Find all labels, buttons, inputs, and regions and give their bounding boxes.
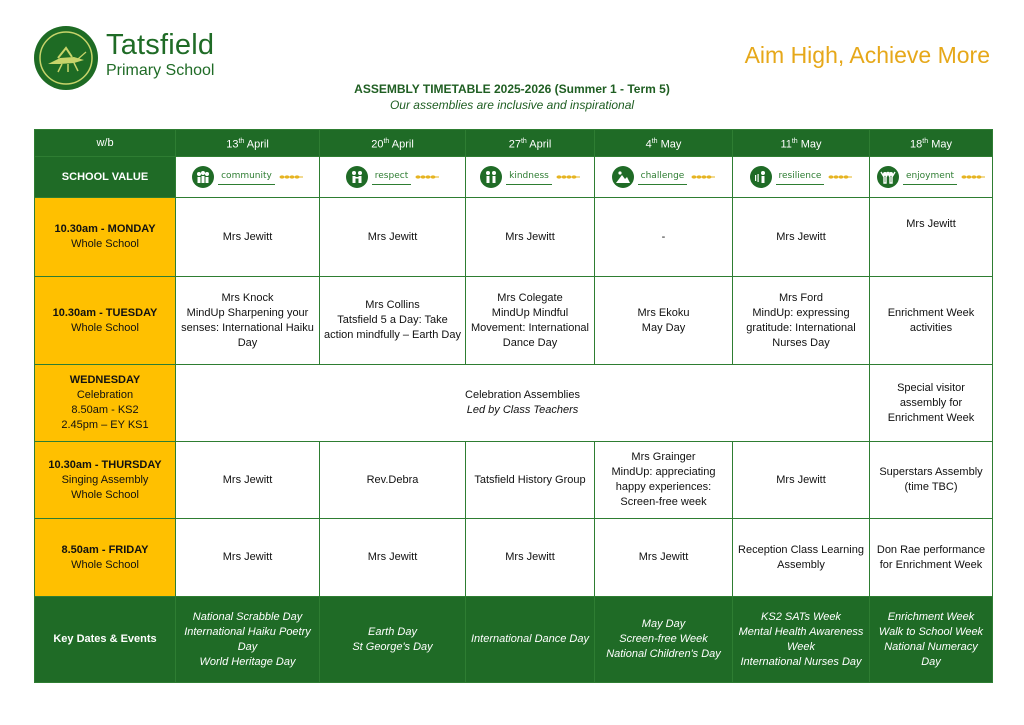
wheat-icon: [279, 174, 303, 180]
timetable-cell: Mrs Jewitt: [176, 198, 320, 277]
school-value-label: SCHOOL VALUE: [35, 157, 176, 198]
respect-icon: [346, 166, 368, 188]
key-dates-cell: National Scrabble Day International Haiku Poetry Day World Heritage Day: [176, 597, 320, 683]
timetable-cell: Mrs Jewitt: [870, 198, 993, 277]
value-badge-enjoyment: [870, 157, 993, 198]
wheat-icon: [556, 174, 580, 180]
timetable-cell: Mrs Collins Tatsfield 5 a Day: Take action mindfully – Earth Day: [320, 277, 466, 365]
friday-label: 8.50am - FRIDAY Whole School: [35, 519, 176, 597]
timetable-cell: Mrs Ekoku May Day: [595, 277, 733, 365]
key-dates-cell: Earth Day St George's Day: [320, 597, 466, 683]
timetable-cell: Mrs Knock MindUp Sharpening your senses: International Haiku Day: [176, 277, 320, 365]
value-text: kindness: [506, 169, 552, 185]
timetable-cell: Mrs Jewitt: [733, 198, 870, 277]
thursday-label: 10.30am - THURSDAY Singing Assembly Whole School: [35, 442, 176, 519]
value-text: challenge: [638, 169, 688, 185]
school-value-row: [35, 157, 993, 198]
timetable-cell: Mrs Jewitt: [320, 519, 466, 597]
community-icon: [192, 166, 214, 188]
timetable-cell: Mrs Jewitt: [320, 198, 466, 277]
monday-label: 10.30am - MONDAY Whole School: [35, 198, 176, 277]
week-header: 11th May: [733, 130, 870, 157]
value-badge-community: [176, 157, 320, 198]
timetable-cell: Mrs Jewitt: [176, 519, 320, 597]
timetable-cell: Don Rae performance for Enrichment Week: [870, 519, 993, 597]
week-header: 20th April: [320, 130, 466, 157]
week-header: 4th May: [595, 130, 733, 157]
timetable-cell: Reception Class Learning Assembly: [733, 519, 870, 597]
timetable-cell: Superstars Assembly (time TBC): [870, 442, 993, 519]
week-header: 18th May: [870, 130, 993, 157]
timetable-cell: Mrs Jewitt: [595, 519, 733, 597]
enjoyment-icon: [877, 166, 899, 188]
timetable-cell: Mrs Grainger MindUp: appreciating happy experiences: Screen-free week: [595, 442, 733, 519]
timetable-cell: -: [595, 198, 733, 277]
value-badge-resilience: [733, 157, 870, 198]
monday-row: [35, 198, 993, 277]
key-dates-cell: International Dance Day: [466, 597, 595, 683]
timetable-cell: Mrs Jewitt: [466, 519, 595, 597]
key-dates-label: Key Dates & Events: [35, 597, 176, 683]
wheat-icon: [828, 174, 852, 180]
key-dates-cell: KS2 SATs Week Mental Health Awareness Week International Nurses Day: [733, 597, 870, 683]
resilience-icon: [750, 166, 772, 188]
week-header: 13th April: [176, 130, 320, 157]
page-title: ASSEMBLY TIMETABLE 2025-2026 (Summer 1 - Term 5): [354, 82, 670, 96]
timetable-cell: Special visitor assembly for Enrichment Week: [870, 365, 993, 442]
key-dates-cell: May Day Screen-free Week National Children's Day: [595, 597, 733, 683]
value-badge-challenge: [595, 157, 733, 198]
challenge-icon: [612, 166, 634, 188]
value-badge-respect: [320, 157, 466, 198]
timetable-cell: Mrs Jewitt: [466, 198, 595, 277]
wb-header: w/b: [35, 130, 176, 157]
wednesday-label: WEDNESDAY Celebration 8.50am - KS2 2.45pm – EY KS1: [35, 365, 176, 442]
thursday-row: [35, 442, 993, 519]
value-text: community: [218, 169, 275, 185]
value-text: resilience: [776, 169, 825, 185]
week-header: 27th April: [466, 130, 595, 157]
school-name: [106, 30, 214, 81]
timetable-cell: Enrichment Week activities: [870, 277, 993, 365]
timetable-cell: Rev.Debra: [320, 442, 466, 519]
page-subtitle: Our assemblies are inclusive and inspirational: [389, 98, 635, 112]
wheat-icon: [691, 174, 715, 180]
grasshopper-icon: [38, 30, 94, 86]
value-text: enjoyment: [903, 169, 957, 185]
friday-row: [35, 519, 993, 597]
wheat-icon: [415, 174, 439, 180]
week-header-row: [35, 130, 993, 157]
assembly-timetable: [34, 129, 993, 683]
school-name-line2: Primary School: [106, 62, 215, 79]
kindness-icon: [480, 166, 502, 188]
school-logo: [34, 26, 98, 90]
value-text: respect: [372, 169, 411, 185]
school-motto: Aim High, Achieve More: [744, 42, 990, 68]
wednesday-row: [35, 365, 993, 442]
school-name-line1: Tatsfield: [106, 29, 215, 61]
timetable-cell: Tatsfield History Group: [466, 442, 595, 519]
tuesday-label: 10.30am - TUESDAY Whole School: [35, 277, 176, 365]
key-dates-row: [35, 597, 993, 683]
timetable-cell: Mrs Jewitt: [733, 442, 870, 519]
timetable-cell: Mrs Colegate MindUp Mindful Movement: International Dance Day: [466, 277, 595, 365]
tuesday-row: [35, 277, 993, 365]
wheat-icon: [961, 174, 985, 180]
timetable-cell: Mrs Ford MindUp: expressing gratitude: International Nurses Day: [733, 277, 870, 365]
value-badge-kindness: [466, 157, 595, 198]
timetable-cell: Mrs Jewitt: [176, 442, 320, 519]
celebration-assemblies-cell: Celebration Assemblies Led by Class Teachers: [176, 365, 870, 442]
key-dates-cell: Enrichment Week Walk to School Week National Numeracy Day: [870, 597, 993, 683]
